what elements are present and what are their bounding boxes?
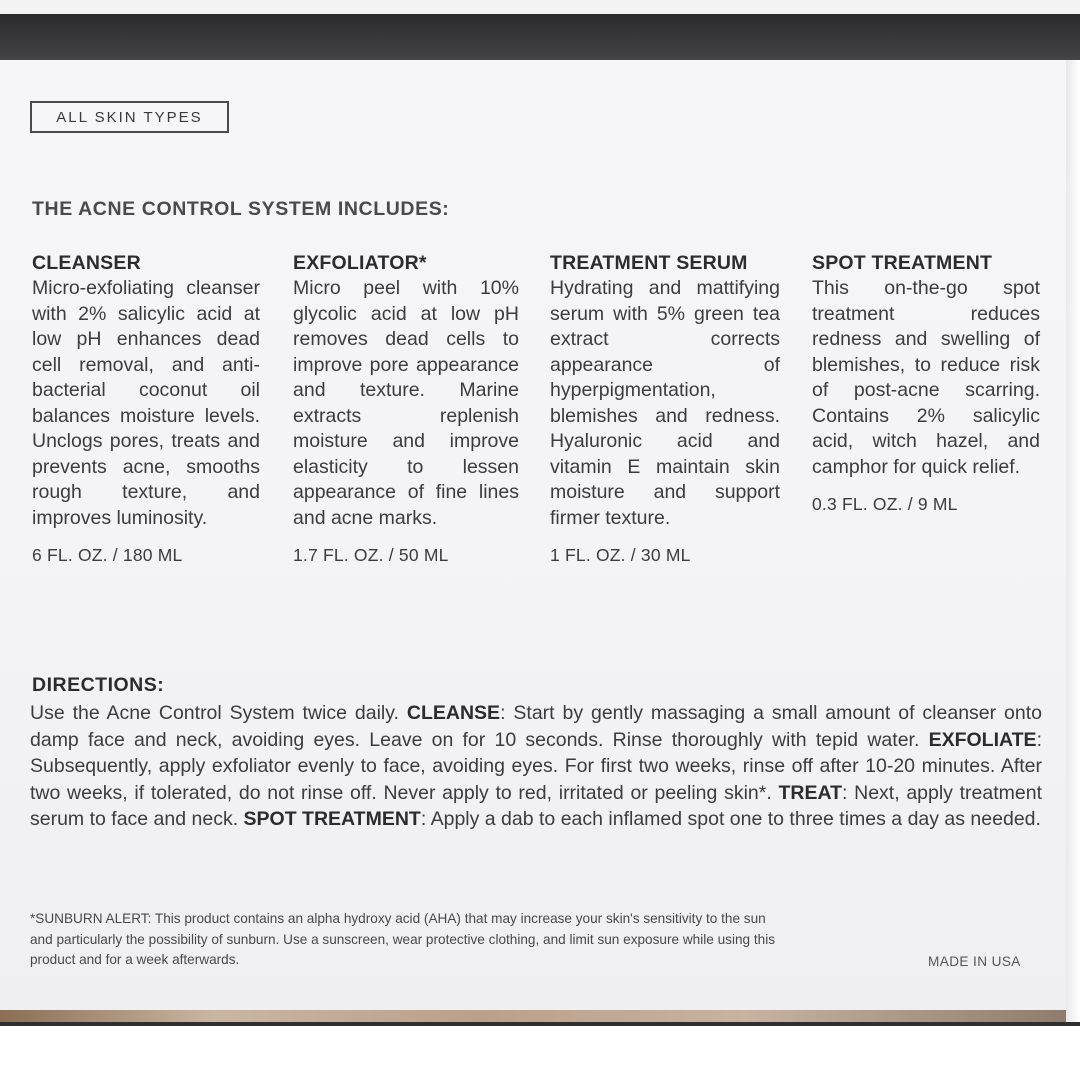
sunburn-alert: *SUNBURN ALERT: This product contains an alpha hydroxy acid (AHA) that may increase your skin's sensitivity to the sun and particularly the possibility of sunburn. Use a sunscreen, wear protective clothing, and limit sun exposure while using this product and for a week afterwards. xyxy=(30,911,776,967)
product-cleanser xyxy=(32,250,260,566)
box-bottom-edge xyxy=(0,1010,1066,1022)
product-size: 0.3 FL. OZ. / 9 ML xyxy=(812,494,958,514)
directions-text xyxy=(30,700,1042,833)
product-description: Micro-exfoliating cleanser with 2% salicylic acid at low pH enhances dead cell removal, and antibacterial coconut oil balances moisture levels. Unclogs pores, treats and prevents acne, smooths rough texture, and improves luminosity. xyxy=(32,277,260,529)
cleanse-text: : Start by gently massaging a small amount of cleanser onto damp face and neck, avoiding eyes. Leave on for 10 seconds. Rinse thoroughly with tepid water. xyxy=(30,702,1042,751)
treat-text: : Next, apply treatment serum to face and neck. xyxy=(30,781,1043,831)
box-right-edge xyxy=(1066,60,1080,1022)
product-name: EXFOLIATOR* xyxy=(293,252,427,274)
spot-treatment-label: SPOT TREATMENT xyxy=(243,808,421,831)
product-name: SPOT TREATMENT xyxy=(812,252,993,274)
background-bottom xyxy=(0,1026,1080,1080)
background-top xyxy=(0,0,1080,14)
product-spot-treatment xyxy=(812,250,1040,515)
product-description: Hydrating and mattifying serum with 5% green tea extract corrects appearance of hyperpigmentation, blemishes and redness. Hyaluronic acid and vitamin E maintain skin moisture and support firmer texture. xyxy=(550,277,780,529)
system-heading: THE ACNE CONTROL SYSTEM INCLUDES: xyxy=(32,198,450,220)
skin-type-badge: ALL SKIN TYPES xyxy=(30,101,229,133)
product-exfoliator xyxy=(293,250,519,566)
product-description: Micro peel with 10% glycolic acid at low pH removes dead cells to improve pore appearance and texture. Marine extracts replenish moisture and improve elasticity to lessen appearance of fine lines and acne marks. xyxy=(293,277,519,529)
product-name: CLEANSER xyxy=(32,252,141,274)
product-size: 1.7 FL. OZ. / 50 ML xyxy=(293,545,449,565)
directions-title: DIRECTIONS: xyxy=(32,674,165,696)
exfoliate-text: : Subsequently, apply exfoliator evenly to face, avoiding eyes. For first two weeks, rinse off after 10-20 minutes. After two weeks, if tolerated, do not rinse off. Never apply to red, irritated or peeling skin*. xyxy=(30,728,1042,804)
cleanse-label: CLEANSE xyxy=(406,702,501,724)
made-in-usa: MADE IN USA xyxy=(928,954,1021,969)
product-size: 6 FL. OZ. / 180 ML xyxy=(32,545,183,565)
product-description: This on-the-go spot treatment reduces redness and swelling of blemishes, to reduce risk of post-acne scarring. Contains 2% salicylic acid, witch hazel, and camphor for quick relief. xyxy=(812,277,1040,478)
spot-treatment-text: : Apply a dab to each inflamed spot one to three times a day as needed. xyxy=(420,808,1041,831)
box-top-edge xyxy=(0,14,1080,60)
product-treatment-serum xyxy=(550,250,780,566)
treat-label: TREAT xyxy=(778,781,842,804)
exfoliate-label: EXFOLIATE xyxy=(928,728,1037,751)
product-name: TREATMENT SERUM xyxy=(550,252,748,274)
directions-intro: Use the Acne Control System twice daily. xyxy=(30,702,407,724)
product-size: 1 FL. OZ. / 30 ML xyxy=(550,545,691,565)
